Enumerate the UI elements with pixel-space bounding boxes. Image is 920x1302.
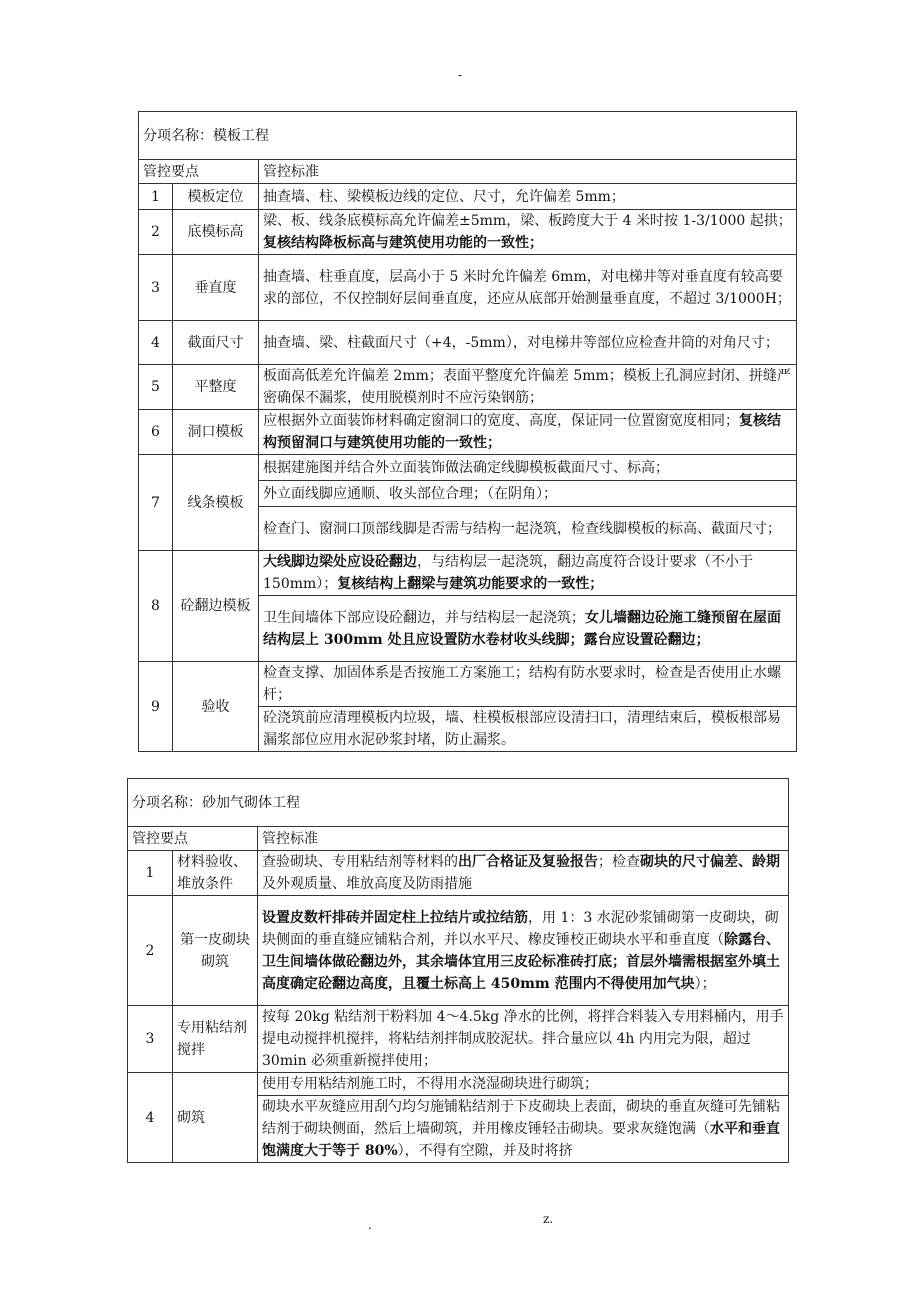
standard-text: 根据建施图并结合外立面装饰做法确定线脚模板截面尺寸、标高； bbox=[263, 459, 669, 476]
table-row bbox=[139, 210, 797, 255]
table-row bbox=[139, 410, 797, 455]
control-standard bbox=[259, 455, 797, 481]
standard-text: 砌块水平灰缝应用刮勺均匀施铺粘结剂于下皮砌块上表面，砌块的垂直灰缝可先铺粘结剂于砌块侧面，然后上墙砌筑，并用橡皮锤轻击砌块。要求灰缝饱满（ bbox=[262, 1099, 780, 1137]
emphasis-text: 女儿墙翻边砼施工缝预留在屋面结构层上 300mm 处且应设置防水卷材收头线脚；露台应设置砼翻边； bbox=[263, 609, 781, 648]
control-point: 砼翻边模板 bbox=[173, 551, 259, 662]
emphasis-text: 除露台、卫生间墙体做砼翻边外，其余墙体宜用三皮砼标准砖打底；首层外墙需根据室外填土高度确定砼翻边高度，且覆土标高上 450mm 范围内不得使用加气块 bbox=[262, 931, 780, 992]
standard-text: 卫生间墙体下部应设砼翻边，并与结构层一起浇筑； bbox=[263, 609, 585, 626]
table-row bbox=[128, 1073, 789, 1096]
control-standard bbox=[259, 481, 797, 507]
emphasis-text: 大线脚边梁处应设砼翻边 bbox=[263, 554, 417, 570]
control-point: 线条模板 bbox=[173, 455, 259, 551]
standard-text: 梁、板、线条底模标高允许偏差±5mm，梁、板跨度大于 4 米时按 1-3/1000 起拱； bbox=[263, 213, 792, 229]
row-number: 4 bbox=[139, 321, 173, 365]
standard-text: 抽查墙、柱、梁模板边线的定位、尺寸，允许偏差 5mm； bbox=[263, 188, 625, 205]
standard-text: 应根据外立面装饰材料确定窗洞口的宽度、高度，保证同一位置窗宽度相同； bbox=[263, 413, 739, 429]
table-row bbox=[139, 365, 797, 410]
section-title-row bbox=[128, 779, 789, 827]
page-footer-letter: z. bbox=[543, 1212, 554, 1226]
control-point: 模板定位 bbox=[173, 184, 259, 210]
row-number: 1 bbox=[128, 851, 173, 896]
emphasis-text: 砌块的尺寸偏差、龄期 bbox=[640, 854, 780, 870]
control-standard bbox=[258, 1006, 789, 1073]
control-standard bbox=[258, 1096, 789, 1163]
row-number: 2 bbox=[139, 210, 173, 255]
table-row bbox=[139, 255, 797, 321]
standard-text: ），不得有空隙，并及时将挤 bbox=[397, 1143, 573, 1159]
control-standard bbox=[259, 507, 797, 551]
row-number: 8 bbox=[139, 551, 173, 662]
control-standard bbox=[259, 184, 797, 210]
control-standard bbox=[259, 410, 797, 455]
section-title: 分项名称：砂加气砌体工程 bbox=[128, 779, 789, 827]
row-number: 4 bbox=[128, 1073, 173, 1163]
table-row bbox=[128, 1006, 789, 1073]
standard-text: 外立面线脚应通顺、收头部位合理；（在阴角）； bbox=[263, 485, 557, 502]
standard-text: 查验砌块、专用粘结剂等材料的 bbox=[262, 854, 458, 870]
table-header-row bbox=[128, 827, 789, 851]
control-standard bbox=[259, 210, 797, 255]
template-works-table bbox=[138, 111, 797, 752]
column-header-point: 管控要点 bbox=[139, 160, 259, 184]
control-standard bbox=[259, 662, 797, 707]
control-standard bbox=[258, 851, 789, 896]
control-standard bbox=[259, 255, 797, 321]
column-header-standard: 管控标准 bbox=[259, 160, 797, 184]
control-point: 砌筑 bbox=[173, 1073, 258, 1163]
standard-text: 检查支撑、加固体系是否按施工方案施工；结构有防水要求时，检查是否使用止水螺杆； bbox=[263, 665, 781, 703]
control-point: 垂直度 bbox=[173, 255, 259, 321]
standard-text: 按每 20kg 粘结剂干粉料加 4～4.5kg 净水的比例，将拌合料装入专用料桶内，用手提电动搅拌机搅拌，将粘结剂拌制成胶泥状。拌合量应以 4h 内用完为限，超过 30min 必须重新搅拌使用； bbox=[262, 1009, 784, 1069]
masonry-works-table bbox=[127, 778, 789, 1163]
standard-text: 抽查墙、梁、柱截面尺寸（+4，-5mm），对电梯井等部位应检查井筒的对角尺寸； bbox=[263, 334, 779, 351]
emphasis-text: 复核结构上翻梁与建筑功能要求的一致性； bbox=[337, 576, 604, 592]
control-standard bbox=[259, 365, 797, 410]
table-row bbox=[128, 896, 789, 1006]
control-point: 材料验收、堆放条件 bbox=[173, 851, 258, 896]
control-point: 截面尺寸 bbox=[173, 321, 259, 365]
row-number: 7 bbox=[139, 455, 173, 551]
table-row bbox=[139, 321, 797, 365]
control-standard bbox=[259, 707, 797, 752]
emphasis-text: 设置皮数杆排砖并固定柱上拉结片或拉结筋 bbox=[262, 909, 528, 926]
standard-text: ；检查 bbox=[598, 854, 640, 870]
emphasis-text: 水平和垂直饱满度大于等于 80% bbox=[262, 1121, 780, 1159]
standard-text: 检查门、窗洞口顶部线脚是否需与结构一起浇筑，检查线脚模板的标高、截面尺寸； bbox=[263, 520, 781, 537]
table-row bbox=[139, 662, 797, 707]
standard-text: ，用 1：3 水泥砂浆铺砌第一皮砌块，砌块侧面的垂直缝应铺粘合剂，并以水平尺、橡皮锤校正砌块水平和垂直度（ bbox=[262, 909, 779, 948]
section-title: 分项名称：模板工程 bbox=[139, 112, 797, 160]
control-point: 洞口模板 bbox=[173, 410, 259, 455]
control-standard bbox=[259, 551, 797, 596]
standard-text: 砼浇筑前应清理模板内垃圾，墙、柱模板根部应设清扫口，清理结束后，模板根部易漏浆部位应用水泥砂浆封堵，防止漏浆。 bbox=[263, 710, 781, 748]
control-point: 专用粘结剂搅拌 bbox=[173, 1006, 258, 1073]
section-title-row bbox=[139, 112, 797, 160]
control-standard bbox=[258, 1073, 789, 1096]
row-number: 6 bbox=[139, 410, 173, 455]
emphasis-text: 复核结构降板标高与建筑使用功能的一致性； bbox=[263, 235, 543, 251]
standard-text: 使用专用粘结剂施工时，不得用水浇湿砌块进行砌筑； bbox=[262, 1076, 598, 1092]
row-number: 5 bbox=[139, 365, 173, 410]
row-number: 3 bbox=[128, 1006, 173, 1073]
table-row bbox=[128, 851, 789, 896]
control-point: 第一皮砌块砌筑 bbox=[173, 896, 258, 1006]
column-header-point: 管控要点 bbox=[128, 827, 258, 851]
page-header-mark: - bbox=[458, 68, 463, 82]
standard-text: ）； bbox=[694, 975, 716, 992]
table-row bbox=[139, 455, 797, 481]
column-header-standard: 管控标准 bbox=[258, 827, 789, 851]
emphasis-text: 复核结构预留洞口与建筑使用功能的一致性； bbox=[263, 413, 781, 451]
table-header-row bbox=[139, 160, 797, 184]
standard-text: 及外观质量、堆放高度及防雨措施 bbox=[262, 876, 472, 892]
row-number: 9 bbox=[139, 662, 173, 752]
standard-text: 板面高低差允许偏差 2mm；表面平整度允许偏差 5mm；模板上孔洞应封闭、拼缝严密确保不漏浆，使用脱模剂时不应污染钢筋； bbox=[263, 368, 791, 406]
standard-text: 抽查墙、柱垂直度，层高小于 5 米时允许偏差 6mm，对电梯井等对垂直度有较高要求的部位，不仅控制好层间垂直度，还应从底部开始测量垂直度，不超过 3/1000H； bbox=[263, 268, 791, 307]
control-standard bbox=[259, 596, 797, 662]
row-number: 2 bbox=[128, 896, 173, 1006]
row-number: 1 bbox=[139, 184, 173, 210]
control-point: 平整度 bbox=[173, 365, 259, 410]
control-point: 验收 bbox=[173, 662, 259, 752]
row-number: 3 bbox=[139, 255, 173, 321]
page-footer-dot: . bbox=[368, 1218, 372, 1232]
control-standard bbox=[258, 896, 789, 1006]
table-row bbox=[139, 551, 797, 596]
control-point: 底模标高 bbox=[173, 210, 259, 255]
table-row bbox=[139, 184, 797, 210]
standard-text: ，与结构层一起浇筑，翻边高度符合设计要求（不小于 150mm）； bbox=[263, 554, 753, 592]
emphasis-text: 出厂合格证及复验报告 bbox=[458, 854, 598, 870]
control-standard bbox=[259, 321, 797, 365]
